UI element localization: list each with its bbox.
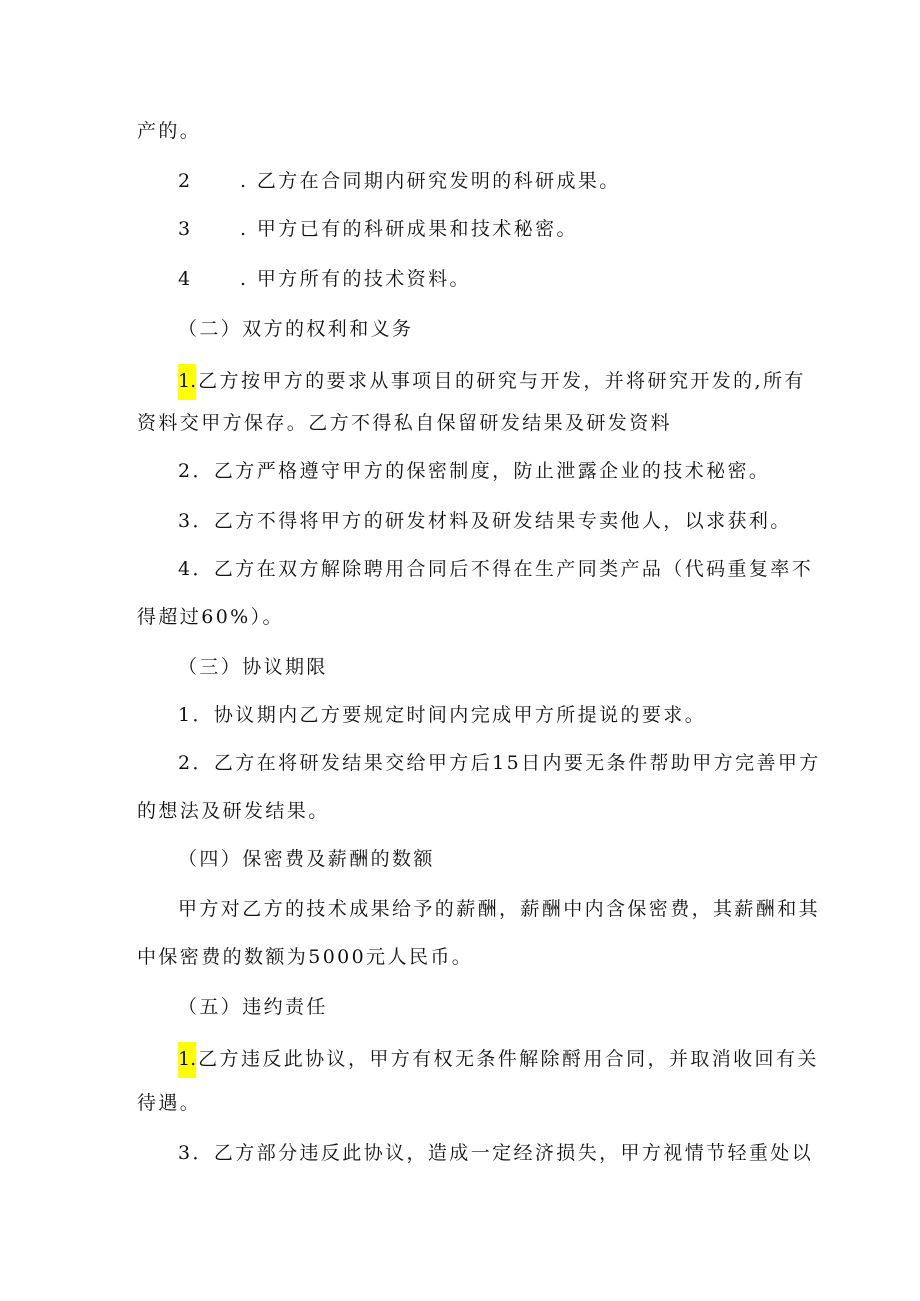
list-item xyxy=(178,266,471,292)
list-number: 3 xyxy=(178,218,193,240)
paragraph-line: 甲方对乙方的技术成果给予的薪酬，薪酬中内含保密费，其薪酬和其 xyxy=(178,898,821,920)
paragraph-line: 得超过60%）。 xyxy=(137,606,284,628)
paragraph-text: 乙方违反此协议，甲方有权无条件解除酹用合同，并取消收回有关 xyxy=(198,1048,819,1070)
paragraph-line: 2．乙方严格遵守甲方的保密制度，防止泄露企业的技术秘密。 xyxy=(178,460,771,482)
paragraph-line: 3．乙方部分违反此协议，造成一定经济损失，甲方视情节轻重处以 xyxy=(178,1142,814,1164)
list-text: . 甲方已有的科研成果和技术秘密。 xyxy=(240,218,578,240)
paragraph-line: 中保密费的数额为5000元人民币。 xyxy=(137,946,474,968)
paragraph-text: 乙方按甲方的要求从事项目的研究与开发，并将研究开发的,所有 xyxy=(198,370,806,392)
list-item xyxy=(178,216,578,242)
highlighted-number: 1. xyxy=(178,364,196,400)
paragraph-line: 的想法及研发结果。 xyxy=(137,800,330,822)
section-heading: （四）保密费及薪酬的数额 xyxy=(178,848,435,870)
list-number: 2 xyxy=(178,170,193,192)
list-item xyxy=(178,168,621,194)
highlighted-number: 1. xyxy=(178,1042,196,1078)
list-number: 4 xyxy=(178,268,193,290)
paragraph-line: 2．乙方在将研发结果交给甲方后15日内要无条件帮助甲方完善甲方 xyxy=(178,752,821,774)
list-text: . 乙方在合同期内研究发明的科研成果。 xyxy=(240,170,621,192)
paragraph-line: 资料交甲方保存。乙方不得私自保留研发结果及研发资料 xyxy=(137,412,673,434)
section-heading: （二）双方的权利和义务 xyxy=(178,318,414,340)
section-heading: （五）违约责任 xyxy=(178,996,328,1018)
paragraph-line: 3．乙方不得将甲方的研发材料及研发结果专卖他人，以求获利。 xyxy=(178,510,792,532)
paragraph-line xyxy=(178,1042,819,1078)
section-heading: （三）协议期限 xyxy=(178,656,328,678)
paragraph-line xyxy=(178,364,806,400)
text-line: 产的。 xyxy=(137,120,202,142)
paragraph-line: 1．协议期内乙方要规定时间内完成甲方所提说的要求。 xyxy=(178,704,707,726)
list-text: . 甲方所有的技术资料。 xyxy=(240,268,471,290)
paragraph-line: 4．乙方在双方解除聘用合同后不得在生产同类产品（代码重复率不 xyxy=(178,558,814,580)
paragraph-line: 待遇。 xyxy=(137,1092,202,1114)
